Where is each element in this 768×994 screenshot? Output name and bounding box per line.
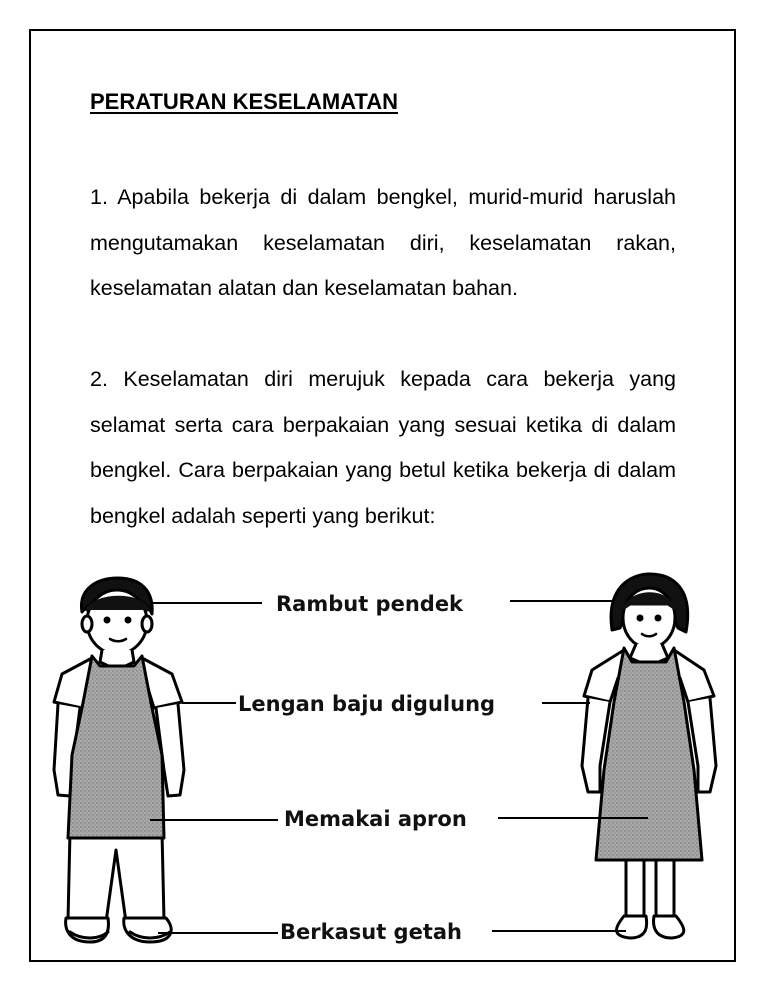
safety-attire-illustration [40,570,730,955]
paragraph-2: 2. Keselamatan diri merujuk kepada cara bekerja yang selamat serta cara berpakaian yang sesuai ketika di dalam bengkel. Cara berpakaian yang betul ketika bekerja di dalam bengkel adalah seperti yang berikut: [90,367,676,528]
page-title: PERATURAN KESELAMATAN [90,89,398,114]
paragraph-1: 1. Apabila bekerja di dalam bengkel, murid-murid haruslah mengutamakan keselamatan diri, keselamatan rakan, keselamatan alatan dan keselamatan bahan. [90,185,676,300]
label-rolled-sleeves: Lengan baju digulung [238,692,496,716]
label-short-hair: Rambut pendek [276,592,464,616]
boy-figure [54,578,184,942]
girl-figure [582,574,716,938]
label-rubber-shoes: Berkasut getah [280,920,462,944]
leader-lines [150,601,648,933]
label-apron: Memakai apron [284,807,467,831]
